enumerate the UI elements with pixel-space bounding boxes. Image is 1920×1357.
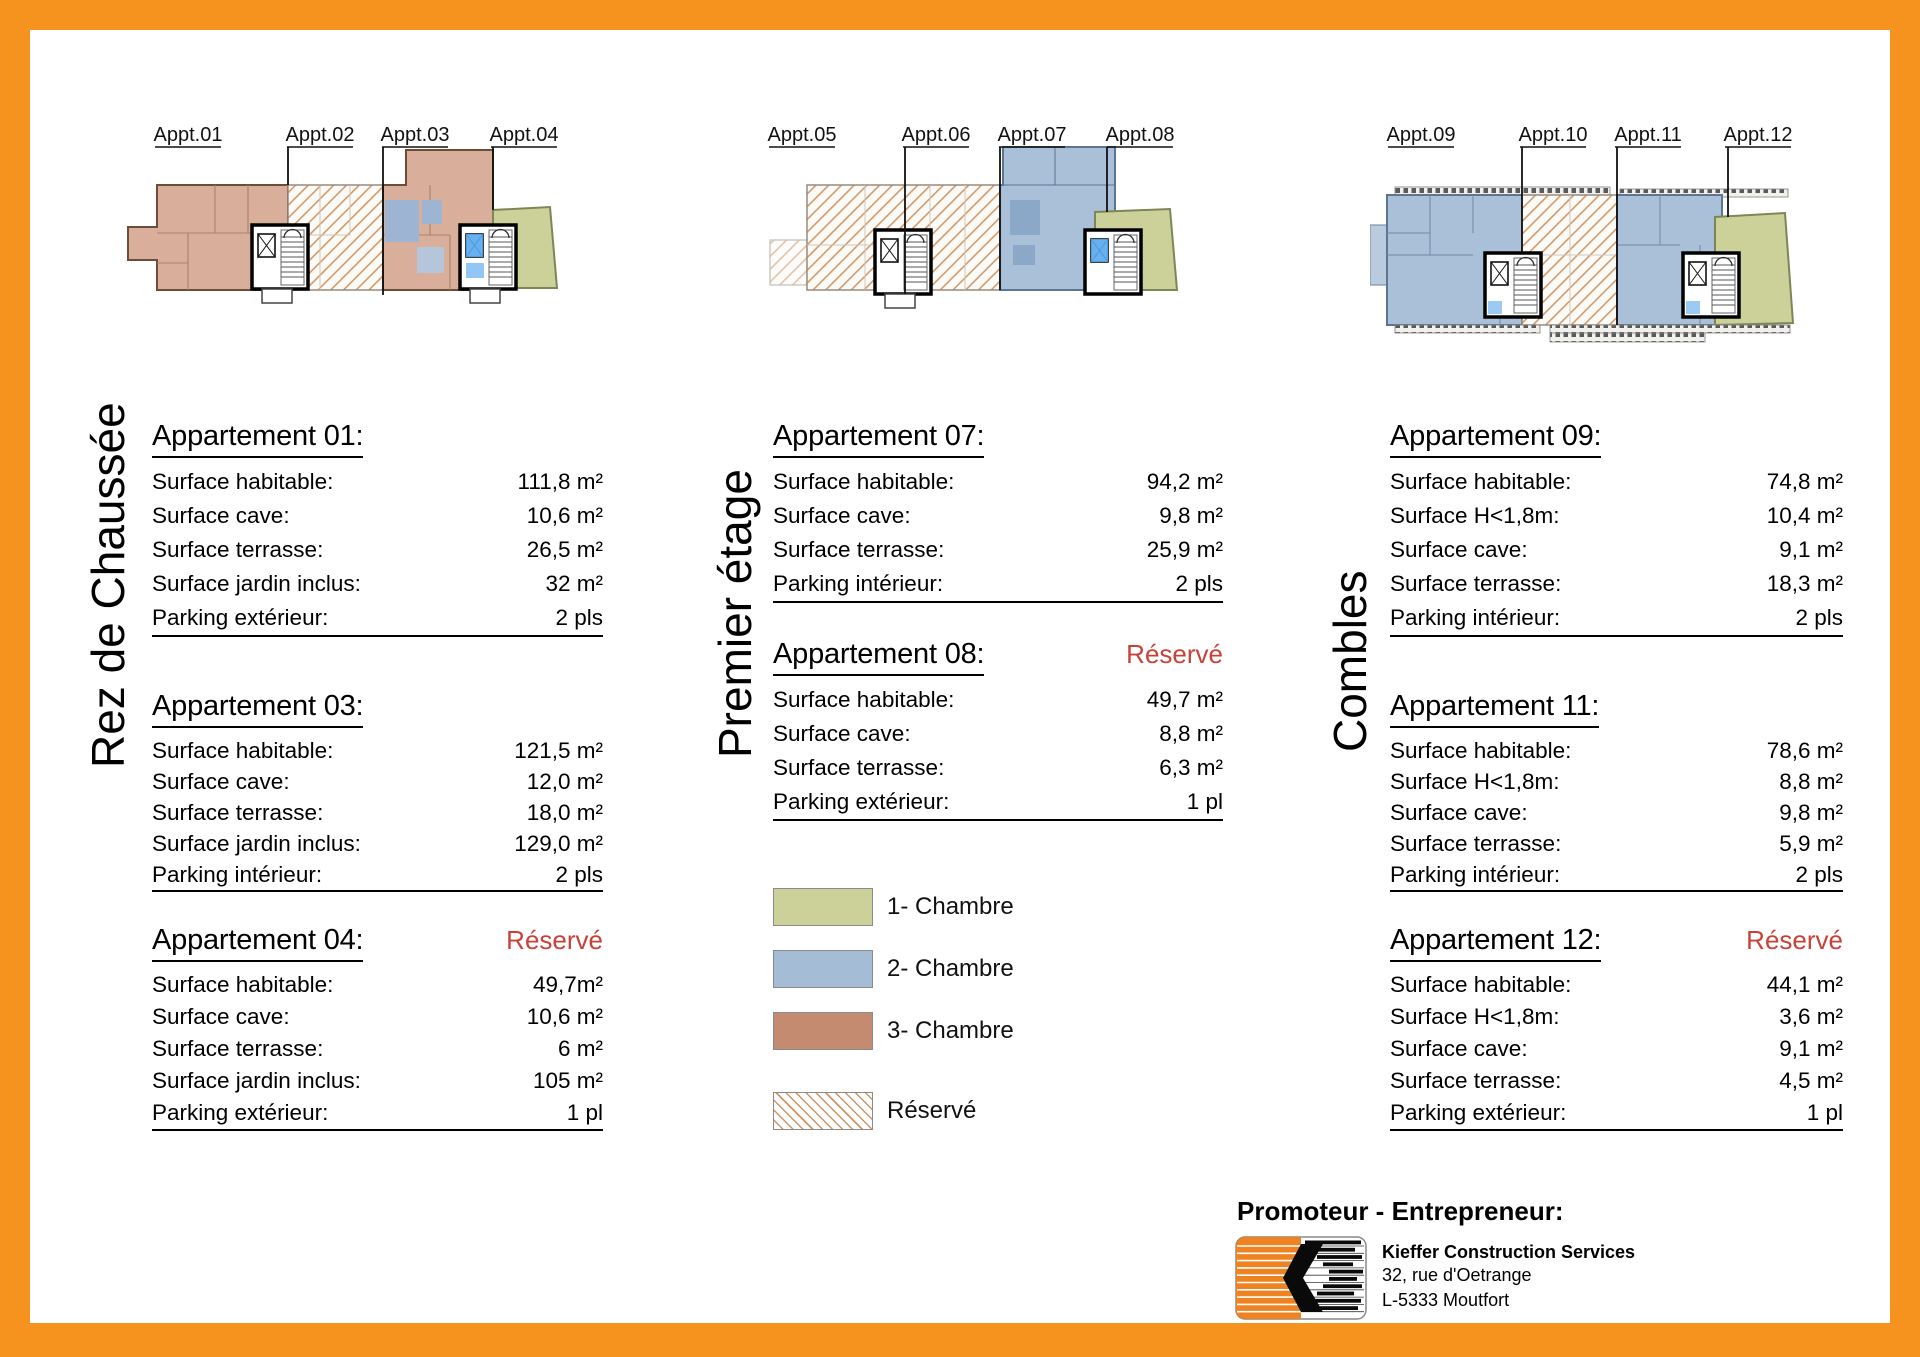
apartment-section-04: [152, 922, 603, 1131]
legend-label: 2- Chambre: [887, 955, 1014, 982]
section-title: Appartement 04:: [152, 924, 363, 962]
plan-apartment-labels: [768, 124, 1175, 147]
spec-row: [152, 1033, 603, 1065]
spec-value: 74,8 m²: [1766, 469, 1843, 494]
spec-label: Surface terrasse:: [773, 537, 945, 562]
spec-label: Surface cave:: [152, 769, 290, 794]
spec-label: Surface cave:: [152, 503, 290, 528]
floor-label-premier-etage: Premier étage: [709, 469, 761, 759]
apartment-section-08: [773, 636, 1223, 821]
spec-row: [152, 766, 603, 797]
spec-value: 1 pl: [566, 1100, 603, 1125]
spec-label: Surface jardin inclus:: [152, 571, 361, 596]
spec-label: Parking extérieur:: [773, 789, 950, 814]
apartment-section-12: [1390, 922, 1843, 1131]
spec-value: 4,5 m²: [1779, 1068, 1843, 1093]
spec-row: [1390, 828, 1843, 859]
spec-value: 44,1 m²: [1766, 972, 1843, 997]
section-title: Appartement 12:: [1390, 924, 1601, 962]
spec-row: [1390, 859, 1843, 890]
legend-swatch-green: [773, 888, 873, 926]
spec-row: [1390, 766, 1843, 797]
spec-row: [152, 499, 603, 533]
spec-label: Surface cave:: [152, 1004, 290, 1029]
spec-row: [773, 717, 1223, 751]
spec-label: Surface habitable:: [1390, 738, 1572, 763]
apartment-section-01: [152, 418, 603, 637]
spec-row: [1390, 499, 1843, 533]
stair-core-icon: [460, 225, 516, 303]
apartment-section-09: [1390, 418, 1843, 637]
spec-row: [1390, 797, 1843, 828]
section-title: Appartement 09:: [1390, 420, 1601, 458]
section-title: Appartement 11:: [1390, 690, 1599, 728]
plan-label: Appt.07: [997, 124, 1067, 146]
spec-value: 5,9 m²: [1779, 831, 1843, 856]
apartment-section-03: [152, 688, 603, 892]
floor-label-rez-de-chaussee: Rez de Chaussée: [82, 402, 134, 768]
plan-label: Appt.11: [1614, 124, 1682, 146]
spec-label: Surface H<1,8m:: [1390, 1004, 1560, 1029]
spec-value: 6,3 m²: [1159, 755, 1223, 780]
promoter-heading: Promoteur - Entrepreneur:: [1237, 1196, 1564, 1226]
spec-label: Parking intérieur:: [152, 862, 323, 887]
apartment-section-11: [1390, 688, 1843, 892]
spec-value: 10,4 m²: [1766, 503, 1843, 528]
legend-label: Réservé: [887, 1097, 977, 1124]
spec-value: 32 m²: [545, 571, 603, 596]
spec-row: [773, 465, 1223, 499]
spec-value: 121,5 m²: [514, 738, 603, 763]
spec-value: 18,3 m²: [1766, 571, 1843, 596]
plan-label: Appt.10: [1518, 124, 1588, 146]
spec-label: Surface H<1,8m:: [1390, 769, 1560, 794]
spec-value: 78,6 m²: [1766, 738, 1843, 763]
spec-label: Surface H<1,8m:: [1390, 503, 1560, 528]
plan-label: Appt.12: [1723, 124, 1793, 146]
plan-label: Appt.01: [153, 124, 223, 146]
spec-label: Surface terrasse:: [152, 1036, 324, 1061]
spec-label: Surface cave:: [1390, 800, 1528, 825]
spec-row: [152, 601, 603, 635]
spec-value: 2 pls: [555, 605, 603, 630]
company-name: Kieffer Construction Services: [1382, 1242, 1636, 1262]
kieffer-logo: [1235, 1236, 1367, 1320]
spec-row: [152, 969, 603, 1001]
spec-label: Surface cave:: [1390, 1036, 1528, 1061]
company-info: [1382, 1242, 1635, 1313]
legend: [773, 888, 1223, 1130]
company-address-line1: 32, rue d'Oetrange: [1382, 1265, 1532, 1285]
spec-row: [773, 751, 1223, 785]
legend-item: [773, 1092, 1223, 1130]
spec-label: Surface habitable:: [152, 972, 334, 997]
spec-row: [152, 828, 603, 859]
spec-value: 129,0 m²: [514, 831, 603, 856]
spec-label: Parking extérieur:: [1390, 1100, 1567, 1125]
spec-label: Surface habitable:: [1390, 972, 1572, 997]
spec-row: [1390, 601, 1843, 635]
plan-label: Appt.03: [380, 124, 450, 146]
spec-row: [1390, 533, 1843, 567]
legend-label: 1- Chambre: [887, 893, 1014, 920]
plan-label: Appt.04: [489, 124, 559, 146]
spec-label: Surface terrasse:: [1390, 831, 1562, 856]
spec-row: [1390, 1065, 1843, 1097]
stair-core-icon: [1683, 253, 1739, 317]
spec-value: 26,5 m²: [526, 537, 603, 562]
spec-row: [773, 683, 1223, 717]
section-title: Appartement 01:: [152, 420, 363, 458]
plan-label: Appt.08: [1105, 124, 1175, 146]
spec-value: 18,0 m²: [526, 800, 603, 825]
spec-value: 94,2 m²: [1146, 469, 1223, 494]
spec-value: 2 pls: [1795, 862, 1843, 887]
spec-label: Parking extérieur:: [152, 605, 329, 630]
spec-label: Parking intérieur:: [773, 571, 944, 596]
spec-label: Surface terrasse:: [152, 537, 324, 562]
spec-row: [152, 797, 603, 828]
spec-label: Surface habitable:: [152, 469, 334, 494]
spec-row: [773, 533, 1223, 567]
spec-value: 8,8 m²: [1779, 769, 1843, 794]
spec-label: Surface habitable:: [1390, 469, 1572, 494]
reserved-badge: Réservé: [1126, 639, 1223, 669]
spec-row: [152, 567, 603, 601]
stair-core-icon: [1485, 253, 1541, 317]
spec-value: 8,8 m²: [1159, 721, 1223, 746]
spec-value: 9,1 m²: [1779, 1036, 1843, 1061]
legend-swatch-brown: [773, 1012, 873, 1050]
spec-label: Surface terrasse:: [1390, 571, 1562, 596]
stair-core-icon: [1085, 230, 1141, 294]
spec-value: 2 pls: [1795, 605, 1843, 630]
spec-label: Surface habitable:: [773, 469, 955, 494]
spec-label: Parking intérieur:: [1390, 605, 1561, 630]
spec-label: Surface terrasse:: [152, 800, 324, 825]
spec-value: 1 pl: [1186, 789, 1223, 814]
spec-row: [152, 1065, 603, 1097]
floor-plan-combles: [1370, 105, 1830, 355]
spec-row: [1390, 1033, 1843, 1065]
spec-label: Surface cave:: [773, 721, 911, 746]
spec-row: [773, 567, 1223, 601]
spec-row: [773, 499, 1223, 533]
spec-row: [1390, 1001, 1843, 1033]
spec-label: Surface habitable:: [773, 687, 955, 712]
spec-value: 49,7 m²: [1146, 687, 1223, 712]
plan-label: Appt.05: [767, 124, 837, 146]
spec-label: Surface jardin inclus:: [152, 1068, 361, 1093]
spec-value: 9,8 m²: [1159, 503, 1223, 528]
spec-value: 3,6 m²: [1779, 1004, 1843, 1029]
section-title: Appartement 08:: [773, 638, 984, 676]
reserved-badge: Réservé: [506, 925, 603, 955]
legend-item: [773, 950, 1223, 988]
apartment-section-07: [773, 418, 1223, 603]
spec-row: [1390, 969, 1843, 1001]
reserved-badge: Réservé: [1746, 925, 1843, 955]
floor-label-combles: Combles: [1324, 570, 1376, 752]
spec-row: [1390, 465, 1843, 499]
spec-label: Parking extérieur:: [152, 1100, 329, 1125]
spec-row: [152, 1001, 603, 1033]
plan-apartment-labels: [1387, 124, 1793, 147]
spec-row: [152, 859, 603, 890]
plan-apartment-labels: [154, 124, 559, 147]
spec-row: [1390, 735, 1843, 766]
spec-label: Parking intérieur:: [1390, 862, 1561, 887]
balcony-strip: [1395, 325, 1790, 342]
spec-row: [1390, 1097, 1843, 1129]
plan-label: Appt.09: [1386, 124, 1456, 146]
spec-value: 9,8 m²: [1779, 800, 1843, 825]
stair-core-icon: [252, 225, 308, 303]
spec-value: 105 m²: [532, 1068, 603, 1093]
spec-label: Surface terrasse:: [1390, 1068, 1562, 1093]
legend-item: [773, 1012, 1223, 1050]
spec-value: 12,0 m²: [526, 769, 603, 794]
spec-row: [152, 735, 603, 766]
spec-row: [152, 465, 603, 499]
spec-row: [152, 1097, 603, 1129]
spec-label: Surface habitable:: [152, 738, 334, 763]
plan-label: Appt.02: [285, 124, 355, 146]
section-title: Appartement 03:: [152, 690, 363, 728]
plan-label: Appt.06: [901, 124, 971, 146]
spec-value: 10,6 m²: [526, 1004, 603, 1029]
spec-value: 10,6 m²: [526, 503, 603, 528]
spec-row: [773, 785, 1223, 819]
spec-value: 111,8 m²: [517, 469, 603, 494]
spec-label: Surface jardin inclus:: [152, 831, 361, 856]
legend-swatch-hatched: [773, 1092, 873, 1130]
spec-row: [152, 533, 603, 567]
floor-plan-premier-etage: [755, 105, 1215, 355]
spec-value: 2 pls: [1175, 571, 1223, 596]
spec-label: Surface terrasse:: [773, 755, 945, 780]
spec-value: 25,9 m²: [1146, 537, 1223, 562]
spec-value: 1 pl: [1806, 1100, 1843, 1125]
spec-row: [1390, 567, 1843, 601]
section-title: Appartement 07:: [773, 420, 984, 458]
legend-item: [773, 888, 1223, 926]
spec-value: 49,7m²: [532, 972, 603, 997]
legend-label: 3- Chambre: [887, 1017, 1014, 1044]
spec-value: 2 pls: [555, 862, 603, 887]
floor-plan-rez-de-chaussee: [120, 105, 580, 355]
spec-label: Surface cave:: [1390, 537, 1528, 562]
stair-core-icon: [875, 230, 931, 308]
spec-value: 6 m²: [558, 1036, 603, 1061]
company-address-line2: L-5333 Moutfort: [1382, 1290, 1510, 1310]
spec-value: 9,1 m²: [1779, 537, 1843, 562]
legend-swatch-blue: [773, 950, 873, 988]
spec-label: Surface cave:: [773, 503, 911, 528]
